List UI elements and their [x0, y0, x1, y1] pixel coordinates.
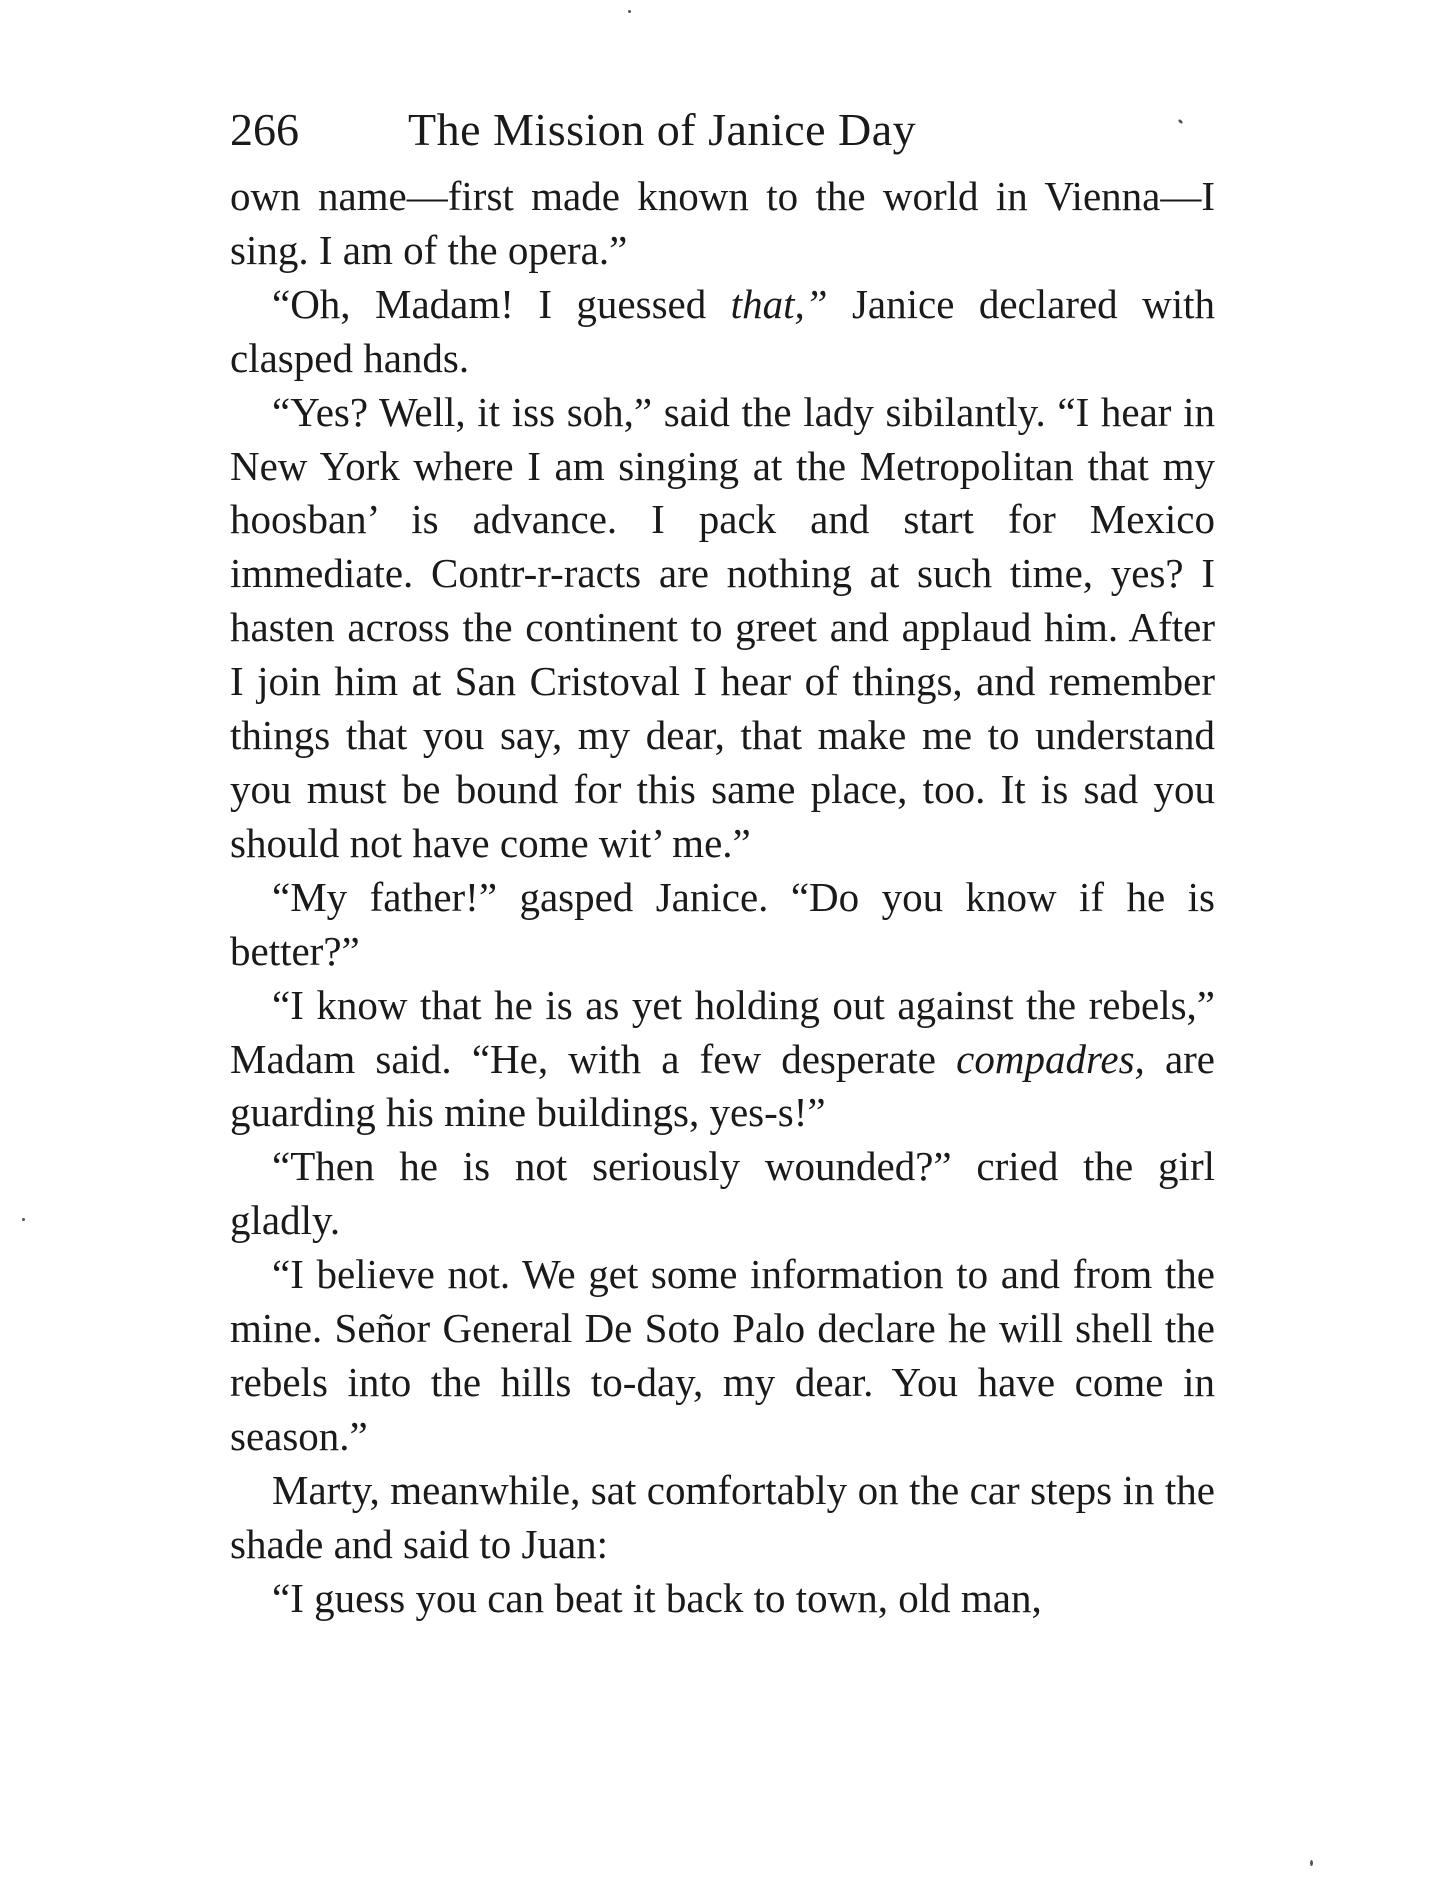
paragraph	[230, 979, 1215, 1141]
text-segment: are guarding his mine buildings, yes-s!”	[230, 1035, 1215, 1136]
text-segment: Marty, meanwhile, sat comfortably on the car steps in the shade and said to Juan:	[230, 1466, 1215, 1567]
paragraph	[230, 1248, 1215, 1464]
paragraph	[230, 871, 1215, 979]
text-segment: “I know that he is as yet holding out against the rebels,” Madam said. “He, with a few desperate	[230, 981, 1215, 1082]
paragraph	[230, 1464, 1215, 1572]
scan-speck	[1310, 1860, 1313, 1866]
page-number: 266	[230, 104, 299, 155]
body-text	[230, 170, 1215, 1625]
paragraph	[230, 386, 1215, 871]
scan-speck	[628, 10, 631, 13]
running-title: The Mission of Janice Day	[408, 104, 917, 155]
text-segment: own name—first made known to the world in Vienna—I sing. I am of the opera.”	[230, 173, 1215, 273]
text-segment: Janice declared with clasped hands.	[230, 280, 1215, 381]
text-segment: “Then he is not seriously wounded?” cried the girl gladly.	[230, 1143, 1215, 1244]
italic-text: compadres,	[956, 1035, 1145, 1082]
text-segment: “I believe not. We get some information to and from the mine. Señor General De Soto Palo declare he will shell the rebels into the hills to-day, my dear. You have come in season.”	[230, 1251, 1215, 1459]
text-segment: “My father!” gasped Janice. “Do you know if he is better?”	[230, 873, 1215, 974]
paragraph	[230, 170, 1215, 278]
page-header	[230, 90, 1215, 170]
italic-text: that,”	[730, 280, 828, 327]
paragraph	[230, 1572, 1215, 1626]
text-segment: “Oh, Madam! I guessed	[272, 280, 731, 327]
paragraph	[230, 278, 1215, 386]
paragraph	[230, 1140, 1215, 1248]
text-segment: “I guess you can beat it back to town, old man,	[272, 1574, 1042, 1621]
text-segment: “Yes? Well, it iss soh,” said the lady sibilantly. “I hear in New York where I am singing at the Metropolitan that my hoosban’ is advance. I pack and start for Mexico immediate. Contr-r-racts are nothing at such time, yes? I hasten across the continent to greet and applaud him. After I join him at San Cristoval I hear of things, and remember things that you say, my dear, that make me to understand you must be bound for this same place, too. It is sad you should not have come wit’ me.”	[230, 388, 1215, 866]
scan-speck	[22, 1218, 25, 1221]
book-page	[230, 90, 1215, 1625]
